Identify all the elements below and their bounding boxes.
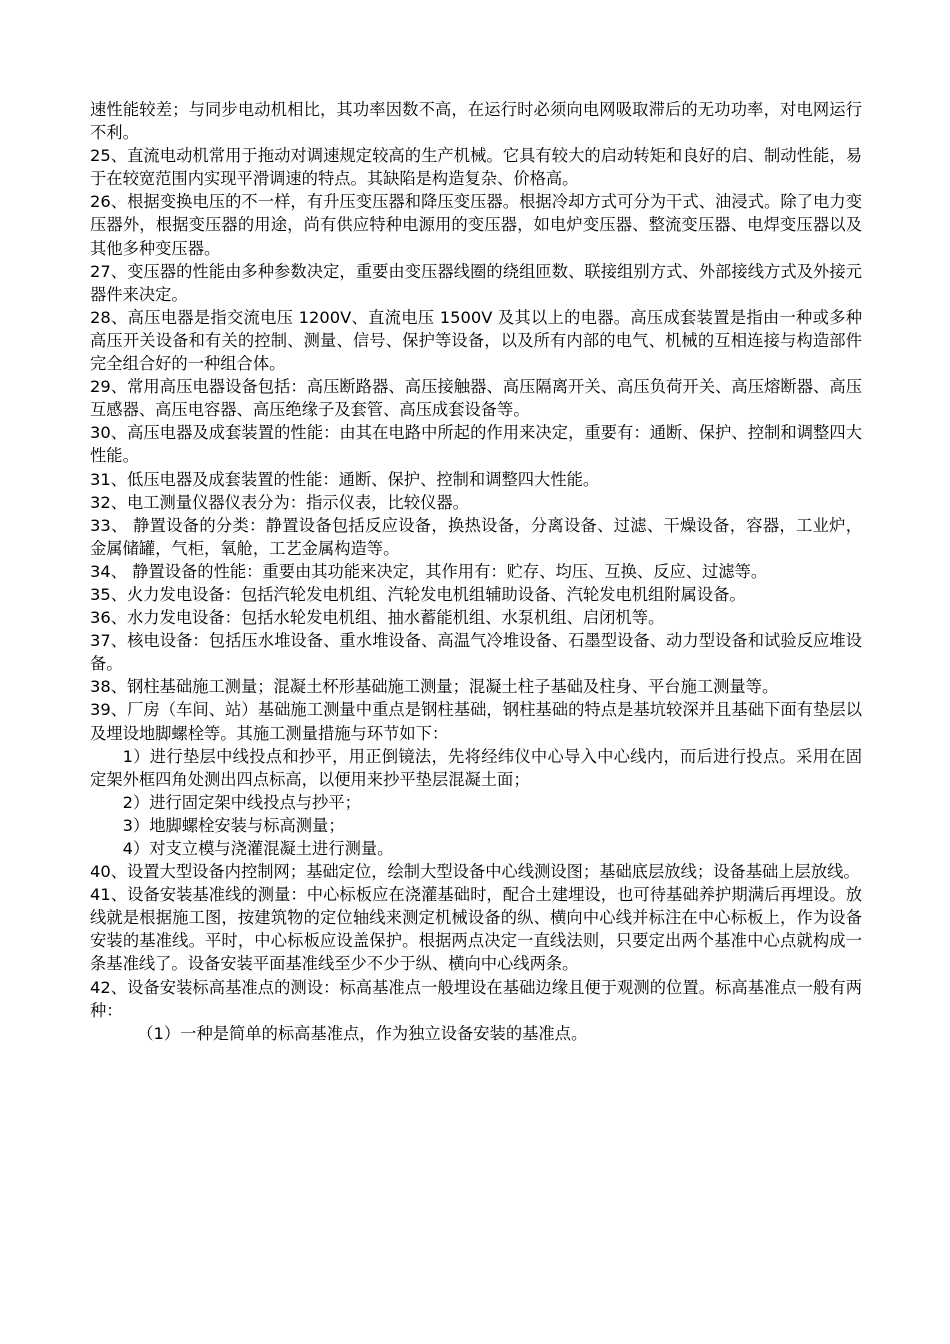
paragraph: 40、设置大型设备内控制网；基础定位，绘制大型设备中心线测设图；基础底层放线；设备基础上层放线。: [90, 862, 860, 882]
paragraph: 25、直流电动机常用于拖动对调速规定较高的生产机械。它具有较大的启动转矩和良好的启、制动性能，易于在较宽范围内实现平滑调速的特点。其缺陷是构造复杂、价格高。: [90, 146, 862, 189]
paragraph: 42、设备安装标高基准点的测设：标高基准点一般埋设在基础边缘且便于观测的位置。标高基准点一般有两种：: [90, 977, 862, 1020]
paragraph: 31、低压电器及成套装置的性能：通断、保护、控制和调整四大性能。: [90, 469, 600, 489]
document-page: [90, 98, 862, 1045]
paragraph: 28、高压电器是指交流电压 1200V、直流电压 1500V 及其以上的电器。高压成套装置是指由一种或多种高压开关设备和有关的控制、测量、信号、保护等设备，以及所有内部的电气、机械的互相连接与构造部件完全组合好的一种组合体。: [90, 307, 862, 374]
paragraph: 39、厂房（车间、站）基础施工测量中重点是钢柱基础，钢柱基础的特点是基坑较深并且基础下面有垫层以及埋设地脚螺栓等。其施工测量措施与环节如下：: [90, 700, 862, 743]
paragraph: 27、变压器的性能由多种参数决定，重要由变压器线圈的绕组匝数、联接组别方式、外部接线方式及外接元器件来决定。: [90, 261, 862, 304]
paragraph: 38、钢柱基础施工测量；混凝土杯形基础施工测量；混凝土柱子基础及柱身、平台施工测量等。: [90, 677, 779, 697]
paragraph: 4）对支立模与浇灌混凝土进行测量。: [122, 839, 394, 858]
paragraph: 2）进行固定架中线投点与抄平；: [122, 792, 361, 812]
paragraph: 3）地脚螺栓安装与标高测量；: [122, 815, 345, 835]
paragraph: 37、核电设备：包括压水堆设备、重水堆设备、高温气冷堆设备、石墨型设备、动力型设备和试验反应堆设备。: [90, 631, 862, 674]
paragraph: 33、 静置设备的分类：静置设备包括反应设备，换热设备，分离设备、过滤、干燥设备，容器，工业炉，金属储罐，气柜，氧舱，工艺金属构造等。: [90, 515, 862, 558]
paragraph: 30、高压电器及成套装置的性能：由其在电路中所起的作用来决定，重要有：通断、保护、控制和调整四大性能。: [90, 423, 862, 466]
paragraph: 35、火力发电设备：包括汽轮发电机组、汽轮发电机组辅助设备、汽轮发电机组附属设备。: [90, 584, 746, 604]
paragraph: 41、设备安装基准线的测量：中心标板应在浇灌基础时，配合土建埋设，也可待基础养护期满后再埋设。放线就是根据施工图，按建筑物的定位轴线来测定机械设备的纵、横向中心线并标注在中心标板上，作为设备安装的基准线。平时，中心标板应设盖保护。根据两点决定一直线法则，只要定出两个基准中心点就构成一条基准线了。设备安装平面基准线至少不少于纵、横向中心线两条。: [90, 885, 862, 974]
paragraph: 26、根据变换电压的不一样，有升压变压器和降压变压器。根据冷却方式可分为干式、油浸式。除了电力变压器外，根据变压器的用途，尚有供应特种电源用的变压器，如电炉变压器、整流变压器、电焊变压器以及其他多种变压器。: [90, 192, 862, 258]
paragraph: 1）进行垫层中线投点和抄平，用正倒镜法，先将经纬仪中心导入中心线内，而后进行投点。采用在固定架外框四角处测出四点标高，以便用来抄平垫层混凝土面；: [90, 746, 862, 789]
paragraph: 29、常用高压电器设备包括：高压断路器、高压接触器、高压隔离开关、高压负荷开关、高压熔断器、高压互感器、高压电容器、高压绝缘子及套管、高压成套设备等。: [90, 377, 862, 420]
paragraph: 36、水力发电设备：包括水轮发电机组、抽水蓄能机组、水泵机组、启闭机等。: [90, 608, 665, 628]
paragraph: （1）一种是简单的标高基准点，作为独立设备安装的基准点。: [137, 1023, 588, 1043]
paragraph: 速性能较差；与同步电动机相比，其功率因数不高，在运行时必须向电网吸取滞后的无功功率，对电网运行不利。: [90, 100, 862, 143]
paragraph: 32、电工测量仪器仪表分为：指示仪表，比较仪器。: [90, 492, 469, 512]
paragraph: 34、 静置设备的性能：重要由其功能来决定，其作用有：贮存、均压、互换、反应、过滤等。: [90, 561, 768, 581]
